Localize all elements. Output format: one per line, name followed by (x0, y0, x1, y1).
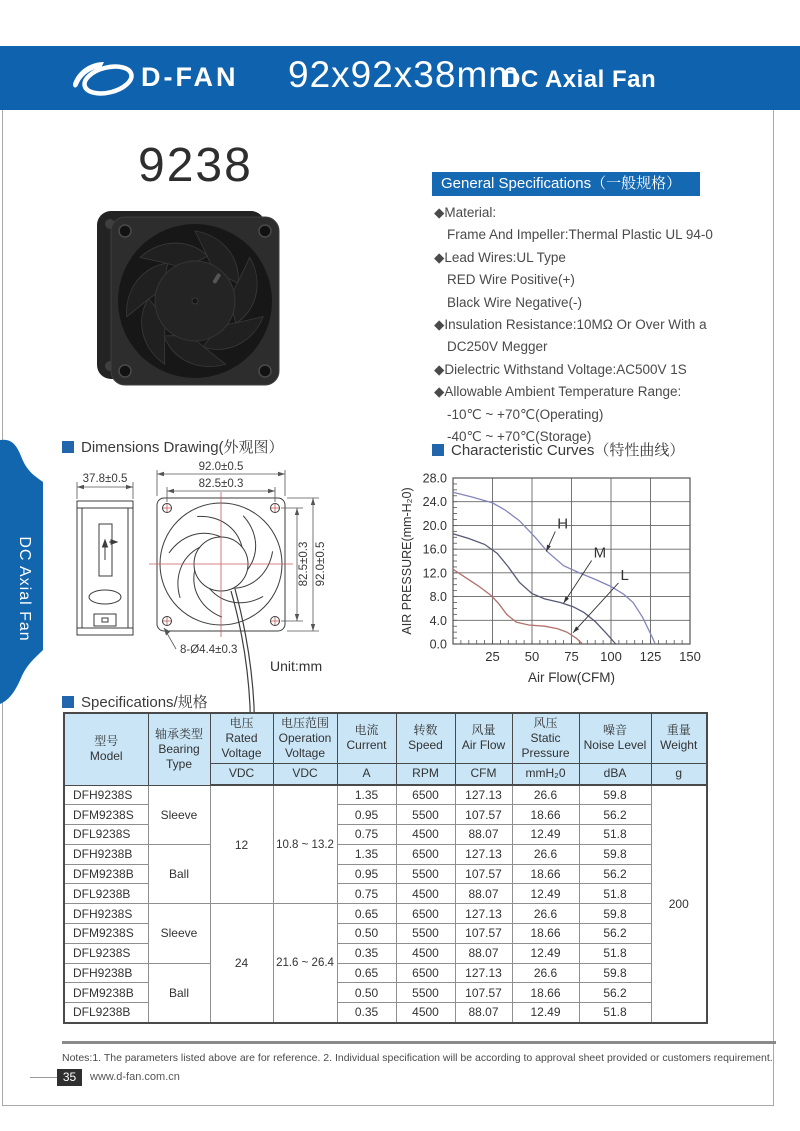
page-border-right (773, 110, 774, 1105)
page-badge-line (30, 1077, 57, 1078)
fan-photo (95, 205, 285, 390)
y-axis-title: AIR PRESSURE(mm-H₂0) (400, 487, 414, 635)
dimensions-heading: Dimensions Drawing(外观图） (62, 436, 284, 457)
curve-label-M: M (593, 544, 607, 562)
curves-heading: Characteristic Curves（特性曲线） (432, 439, 684, 460)
y-tick-label: 4.0 (429, 613, 447, 628)
table-row: DFH9238S Sleeve 12 10.8 ~ 13.2 1.35 6500 127.13 26.6 59.8 200 (64, 785, 707, 805)
page-border-bottom (2, 1105, 774, 1106)
table-row: DFM9238S 0.95 5500 107.57 18.66 56.2 (64, 805, 707, 825)
table-row: DFH9238S Sleeve 24 21.6 ~ 26.4 0.65 6500 127.13 26.6 59.8 (64, 904, 707, 924)
col-header-operation-voltage: 电压范围 Operation Voltage (273, 713, 337, 763)
spec-line: Frame And Impeller:Thermal Plastic UL 94-0 (447, 227, 713, 243)
x-tick-label: 50 (524, 649, 540, 664)
spec-line: ◆Lead Wires:UL Type (434, 249, 566, 265)
table-row: DFM9238B 0.95 5500 107.57 18.66 56.2 (64, 864, 707, 884)
dim-mounting-holes: 8-Ø4.4±0.3 (180, 644, 238, 656)
dim-height-outer: 92.0±0.5 (315, 541, 327, 587)
table-row: DFM9238B 0.50 5500 107.57 18.66 56.2 (64, 983, 707, 1003)
top-banner (0, 46, 800, 110)
unit-rated: VDC (210, 763, 273, 785)
specifications-table (63, 712, 708, 1024)
bearing-group: Ball (148, 963, 210, 1022)
unit-current: A (337, 763, 396, 785)
col-header-weight: 重量 Weight (651, 713, 707, 763)
weight-group: 200 (651, 785, 707, 1023)
brand-name: D-FAN (141, 62, 239, 92)
curve-label-H: H (557, 515, 569, 533)
spec-line: ◆Material: (434, 205, 497, 220)
side-tab-label: DC Axial Fan (16, 536, 33, 642)
spec-line: ◆Allowable Ambient Temperature Range: (434, 384, 682, 400)
product-type-title: DC Axial Fan (503, 66, 657, 93)
y-tick-label: 24.0 (422, 495, 447, 510)
y-tick-label: 28.0 (422, 471, 447, 486)
spec-line: -40℃ ~ +70℃(Storage) (447, 429, 592, 445)
col-header-speed: 转数 Speed (396, 713, 455, 763)
x-tick-label: 125 (639, 649, 662, 664)
website-link[interactable]: www.d-fan.com.cn (90, 1071, 180, 1083)
unit-speed: RPM (396, 763, 455, 785)
y-tick-label: 0.0 (429, 637, 447, 652)
model-number: 9238 (138, 139, 253, 192)
col-header-bearing: 轴承类型 Bearing Type (148, 713, 210, 785)
characteristic-curves-chart (398, 456, 734, 707)
op-voltage-group: 21.6 ~ 26.4 (273, 904, 337, 1023)
table-row: DFL9238S 0.75 4500 88.07 12.49 51.8 (64, 825, 707, 845)
x-tick-label: 100 (600, 649, 622, 664)
x-axis-title: Air Flow(CFM) (528, 670, 615, 685)
general-specs-heading: General Specifications（一般规格） (432, 172, 700, 196)
general-specs-list (434, 202, 764, 448)
y-tick-label: 8.0 (429, 590, 447, 605)
dfan-logo-icon (72, 59, 138, 99)
table-row: DFM9238S 0.50 5500 107.57 18.66 56.2 (64, 924, 707, 944)
voltage-group: 24 (210, 904, 273, 1023)
blade-lines (165, 504, 282, 621)
unit-pressure: mmH₂0 (512, 763, 579, 785)
bearing-group: Sleeve (148, 785, 210, 844)
y-tick-label: 20.0 (422, 518, 447, 533)
col-header-noise: 噪音 Noise Level (579, 713, 651, 763)
col-header-rated-voltage: 电压 Rated Voltage (210, 713, 273, 763)
col-header-model: 型号 Model (64, 713, 148, 785)
spec-line: RED Wire Positive(+) (447, 272, 575, 288)
dim-width-holes: 82.5±0.3 (198, 478, 244, 490)
x-tick-label: 25 (485, 649, 500, 664)
section-bullet-icon (432, 444, 444, 456)
col-header-current: 电流 Current (337, 713, 396, 763)
y-tick-label: 12.0 (422, 566, 447, 581)
voltage-group: 12 (210, 785, 273, 904)
bearing-group: Sleeve (148, 904, 210, 963)
table-row: DFH9238B Ball 1.35 6500 127.13 26.6 59.8 (64, 844, 707, 864)
unit-noise: dBA (579, 763, 651, 785)
table-row: DFL9238S 0.35 4500 88.07 12.49 51.8 (64, 943, 707, 963)
col-header-pressure: 风压 Static Pressure (512, 713, 579, 763)
unit-airflow: CFM (455, 763, 512, 785)
unit-weight: g (651, 763, 707, 785)
spec-line: DC250V Megger (447, 339, 548, 355)
page-number-badge: 35 (57, 1069, 82, 1086)
footer-notes: Notes:1. The parameters listed above are for reference. 2. Individual specification will be according to approval sheet provided or customers requirement. (62, 1052, 773, 1064)
curve-label-L: L (620, 566, 629, 584)
spec-line: ◆Insulation Resistance:10MΩ Or Over With a (434, 317, 707, 333)
specifications-heading: Specifications/规格 (62, 691, 208, 712)
table-row: DFL9238B 0.75 4500 88.07 12.49 51.8 (64, 884, 707, 904)
curves-svg (398, 456, 734, 702)
x-tick-label: 75 (564, 649, 579, 664)
curve-M (453, 534, 616, 644)
y-tick-label: 16.0 (422, 542, 447, 557)
spec-line: ◆Dielectric Withstand Voltage:AC500V 1S (434, 361, 687, 377)
table-row: DFL9238B 0.35 4500 88.07 12.49 51.8 (64, 1003, 707, 1023)
spec-line: Black Wire Negative(-) (447, 294, 583, 310)
dim-depth: 37.8±0.5 (82, 473, 128, 485)
spec-line: -10℃ ~ +70℃(Operating) (447, 406, 604, 422)
product-size-title: 92x92x38mm (288, 54, 521, 95)
x-tick-label: 150 (679, 649, 701, 664)
unit-label: Unit:mm (270, 658, 323, 674)
section-bullet-icon (62, 441, 74, 453)
dim-height-holes: 82.5±0.3 (298, 541, 310, 587)
col-header-airflow: 风量 Air Flow (455, 713, 512, 763)
bearing-group: Ball (148, 844, 210, 903)
footer-rule (62, 1041, 776, 1044)
unit-op: VDC (273, 763, 337, 785)
op-voltage-group: 10.8 ~ 13.2 (273, 785, 337, 904)
table-row: DFH9238B Ball 0.65 6500 127.13 26.6 59.8 (64, 963, 707, 983)
dim-width-outer: 92.0±0.5 (198, 461, 244, 473)
